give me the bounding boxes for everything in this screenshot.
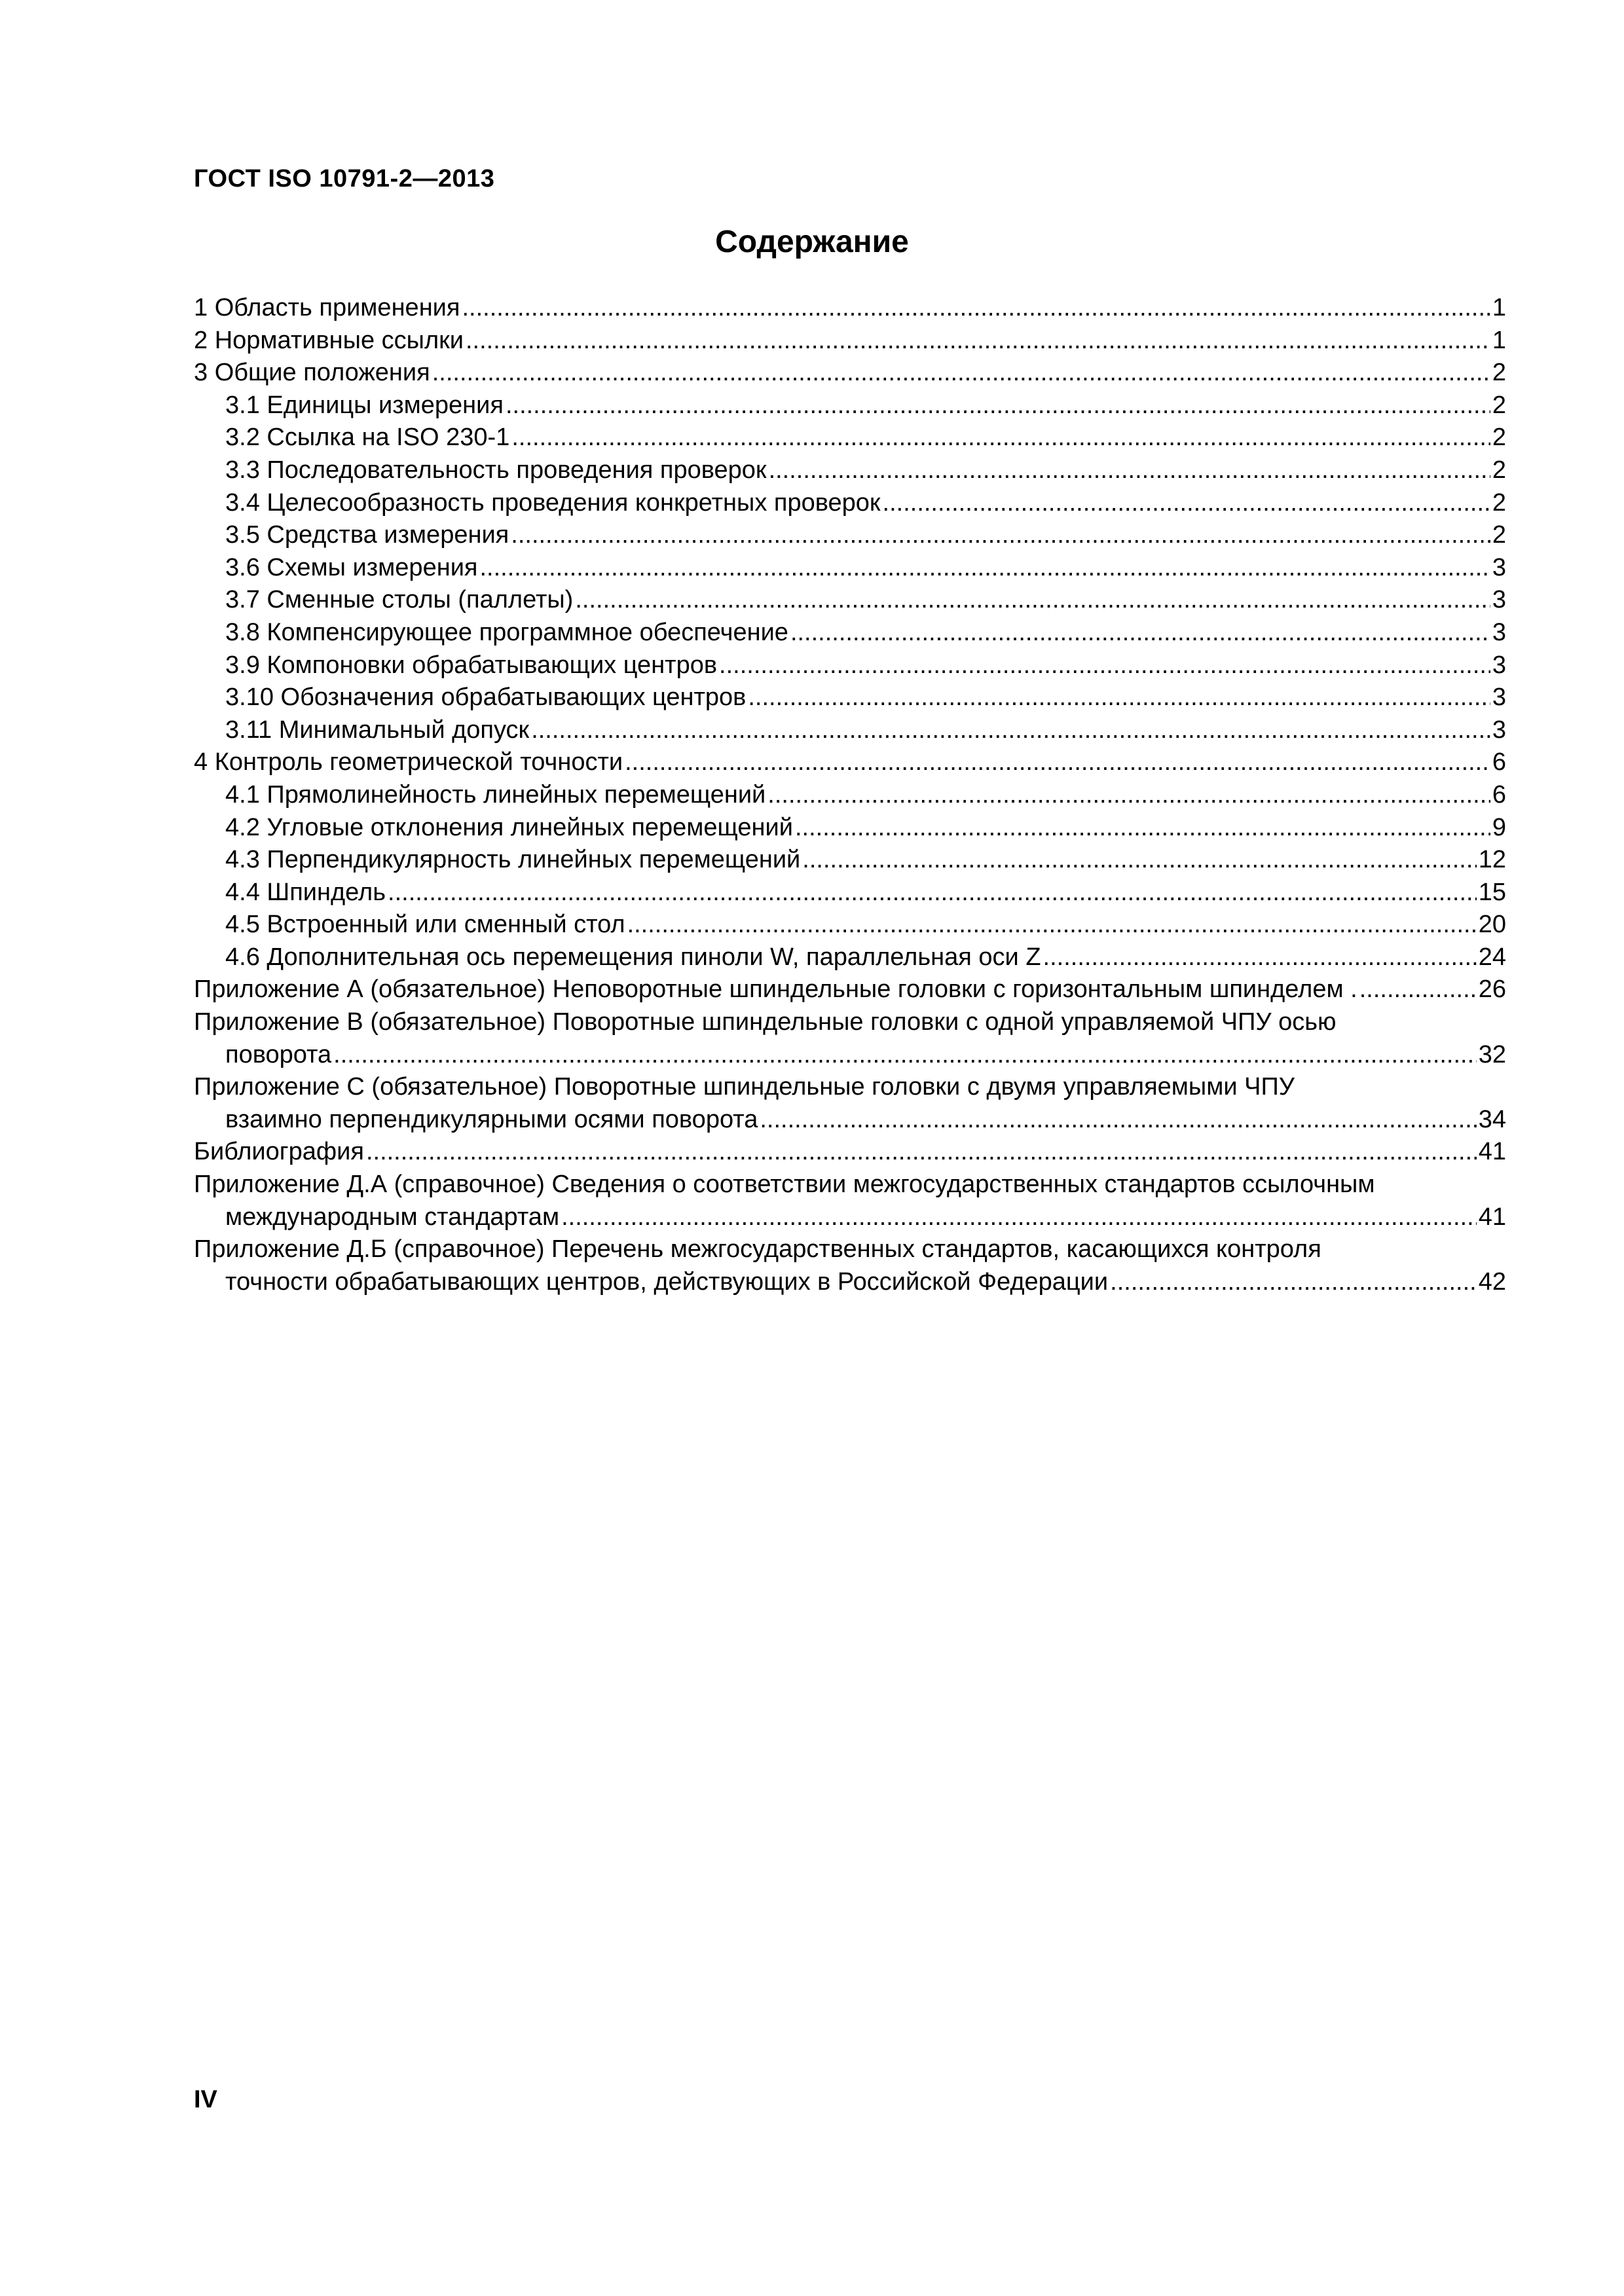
toc-entry-line [194,617,1506,649]
toc-entry-page: 41 [1478,1138,1506,1166]
toc-entry-title: 3.6 Схемы измерения [225,553,478,581]
toc-entry-line [194,519,1506,552]
toc-entry-page: 1 [1492,294,1506,321]
toc-entry-line [194,877,1506,909]
toc-entry[interactable] [194,974,1506,1006]
toc-entry-title: 3.4 Целесообразность проведения конкретных проверок [225,488,881,517]
toc-entry[interactable] [194,1136,1506,1169]
toc-entry[interactable] [194,909,1506,941]
dot-leader [561,1201,1477,1234]
dot-leader [883,487,1490,520]
toc-entry-line [194,746,1506,779]
toc-entry[interactable] [194,552,1506,585]
toc-entry[interactable] [194,779,1506,812]
toc-entry-line [194,682,1506,714]
toc-entry-title: 4.5 Встроенный или сменный стол [225,911,625,939]
toc-entry-line [194,844,1506,877]
toc-entry-line [194,584,1506,617]
toc-entry-line [194,1266,1506,1299]
dot-leader [366,1136,1477,1169]
dot-leader [432,357,1490,390]
dot-leader [575,584,1490,617]
toc-entry-page: 12 [1478,846,1506,874]
toc-entry-page: 3 [1492,651,1506,679]
dot-leader [462,292,1490,325]
toc-entry-line [194,1136,1506,1169]
toc-entry[interactable] [194,617,1506,649]
toc-entry-page: 1 [1492,326,1506,354]
toc-entry-line [194,487,1506,520]
dot-leader [790,617,1490,649]
toc-entry[interactable] [194,519,1506,552]
toc-entry-page: 3 [1492,716,1506,744]
toc-entry-page: 41 [1478,1203,1506,1231]
toc-entry-title: Приложение Д.А (справочное) Сведения о соответствии межгосударственных стандартов ссылочным [194,1171,1375,1199]
toc-entry-title: 2 Нормативные ссылки [194,326,464,354]
toc-entry-title: 3.10 Обозначения обрабатывающих центров [225,683,747,712]
toc-entry-title: 4.1 Прямолинейность линейных перемещений [225,780,766,809]
dot-leader [795,812,1490,845]
toc-entry-page: 2 [1492,391,1506,419]
toc-entry[interactable] [194,1006,1506,1071]
toc-entry-line [194,292,1506,325]
toc-entry-line [194,941,1506,974]
toc-entry-title: поворота [225,1040,332,1068]
toc-entry-line [194,649,1506,682]
toc-entry-title: 3.11 Минимальный допуск [225,716,530,744]
toc-entry-line [194,1071,1506,1104]
toc-entry-title: 3.7 Сменные столы (паллеты) [225,586,574,614]
toc-entry-title: Библиография [194,1138,364,1166]
toc-entry-page: 20 [1478,911,1506,939]
toc-entry-page: 3 [1492,586,1506,614]
toc-entry-line [194,909,1506,941]
toc-entry-page: 3 [1492,618,1506,646]
toc-entry[interactable] [194,487,1506,520]
toc-entry-title: 1 Область применения [194,294,460,321]
toc-entry-page: 6 [1492,748,1506,776]
dot-leader [719,649,1490,682]
toc-entry[interactable] [194,812,1506,845]
toc-entry-page: 2 [1492,359,1506,387]
toc-entry[interactable] [194,357,1506,390]
toc-entry-title: 3.3 Последовательность проведения проверок [225,456,767,484]
dot-leader [769,454,1490,487]
toc-entry[interactable] [194,325,1506,357]
toc-entry-title: 3.5 Средства измерения [225,521,509,549]
toc-entry-page: 6 [1492,780,1506,809]
toc-entry-title: международным стандартам [225,1203,560,1231]
dot-leader [1359,974,1477,1006]
toc-entry-title: 4 Контроль геометрической точности [194,748,623,776]
toc-entry[interactable] [194,714,1506,747]
toc-entry-title: Приложение А (обязательное) Неповоротные шпиндельные головки с горизонтальным шпинделем . [194,975,1357,1004]
toc-entry-title: 4.2 Угловые отклонения линейных перемещений [225,813,793,841]
toc-entry-line [194,1233,1506,1266]
toc-entry[interactable] [194,746,1506,779]
table-of-contents [194,292,1506,1298]
dot-leader [333,1039,1477,1072]
toc-entry-page: 32 [1478,1040,1506,1068]
toc-entry-line [194,357,1506,390]
toc-entry-title: Приложение С (обязательное) Поворотные шпиндельные головки с двумя управляемыми ЧПУ [194,1073,1295,1101]
toc-entry[interactable] [194,454,1506,487]
toc-entry-line [194,422,1506,454]
dot-leader [748,682,1490,714]
toc-entry[interactable] [194,584,1506,617]
toc-entry-line [194,1039,1506,1072]
toc-entry-page: 34 [1478,1105,1506,1133]
dot-leader [466,325,1490,357]
dot-leader [1110,1266,1477,1299]
toc-entry-line [194,714,1506,747]
toc-entry-line [194,552,1506,585]
toc-entry-line [194,974,1506,1006]
toc-entry-line [194,1201,1506,1234]
dot-leader [767,779,1490,812]
toc-entry[interactable] [194,1169,1506,1233]
dot-leader [627,909,1477,941]
toc-entry-line [194,1006,1506,1039]
toc-entry-title: 3 Общие положения [194,359,430,387]
dot-leader [802,844,1476,877]
dot-leader [388,877,1477,909]
toc-entry-line [194,812,1506,845]
toc-entry[interactable] [194,877,1506,909]
dot-leader [760,1104,1476,1137]
toc-entry[interactable] [194,1233,1506,1298]
toc-entry-title: взаимно перпендикулярными осями поворота [225,1105,758,1133]
toc-entry-page: 42 [1478,1267,1506,1296]
toc-entry-title: Приложение Д.Б (справочное) Перечень межгосударственных стандартов, касающихся контроля [194,1235,1321,1264]
toc-entry[interactable] [194,844,1506,877]
toc-entry-title: 4.4 Шпиндель [225,878,386,906]
toc-entry-title: 3.9 Компоновки обрабатывающих центров [225,651,718,679]
toc-entry-page: 3 [1492,553,1506,581]
dot-leader [625,746,1490,779]
toc-entry-title: 3.8 Компенсирующее программное обеспечение [225,618,788,646]
document-code: ГОСТ ISO 10791-2—2013 [194,165,495,192]
toc-entry[interactable] [194,292,1506,325]
toc-entry[interactable] [194,941,1506,974]
page-number: IV [194,2086,217,2113]
dot-leader [511,519,1490,552]
toc-entry-page: 2 [1492,521,1506,549]
toc-entry-title: 3.1 Единицы измерения [225,391,504,419]
toc-entry[interactable] [194,1071,1506,1136]
toc-entry-title: 3.2 Ссылка на ISO 230-1 [225,424,510,452]
toc-entry-page: 2 [1492,456,1506,484]
toc-entry-line [194,779,1506,812]
toc-entry-line [194,325,1506,357]
toc-entry-page: 2 [1492,424,1506,452]
toc-entry-line [194,390,1506,422]
toc-entry[interactable] [194,390,1506,422]
toc-entry-line [194,454,1506,487]
toc-entry-page: 15 [1478,878,1506,906]
toc-entry-page: 24 [1478,943,1506,971]
dot-leader [531,714,1490,747]
toc-entry[interactable] [194,649,1506,682]
toc-entry-page: 9 [1492,813,1506,841]
dot-leader [1043,941,1477,974]
toc-entry-page: 2 [1492,488,1506,517]
dot-leader [511,422,1490,454]
toc-entry-title: 4.6 Дополнительная ось перемещения пиноли W, параллельная оси Z [225,943,1041,971]
toc-entry-title: точности обрабатывающих центров, действующих в Российской Федерации [225,1267,1109,1296]
toc-entry-line [194,1169,1506,1201]
toc-entry-page: 26 [1478,975,1506,1004]
page-title: Содержание [715,225,909,259]
dot-leader [506,390,1490,422]
toc-entry-title: Приложение В (обязательное) Поворотные шпиндельные головки с одной управляемой ЧПУ осью [194,1008,1337,1036]
toc-entry[interactable] [194,682,1506,714]
toc-entry-title: 4.3 Перпендикулярность линейных перемещений [225,846,801,874]
dot-leader [480,552,1490,585]
toc-entry-page: 3 [1492,683,1506,712]
toc-entry[interactable] [194,422,1506,454]
toc-entry-line [194,1104,1506,1137]
